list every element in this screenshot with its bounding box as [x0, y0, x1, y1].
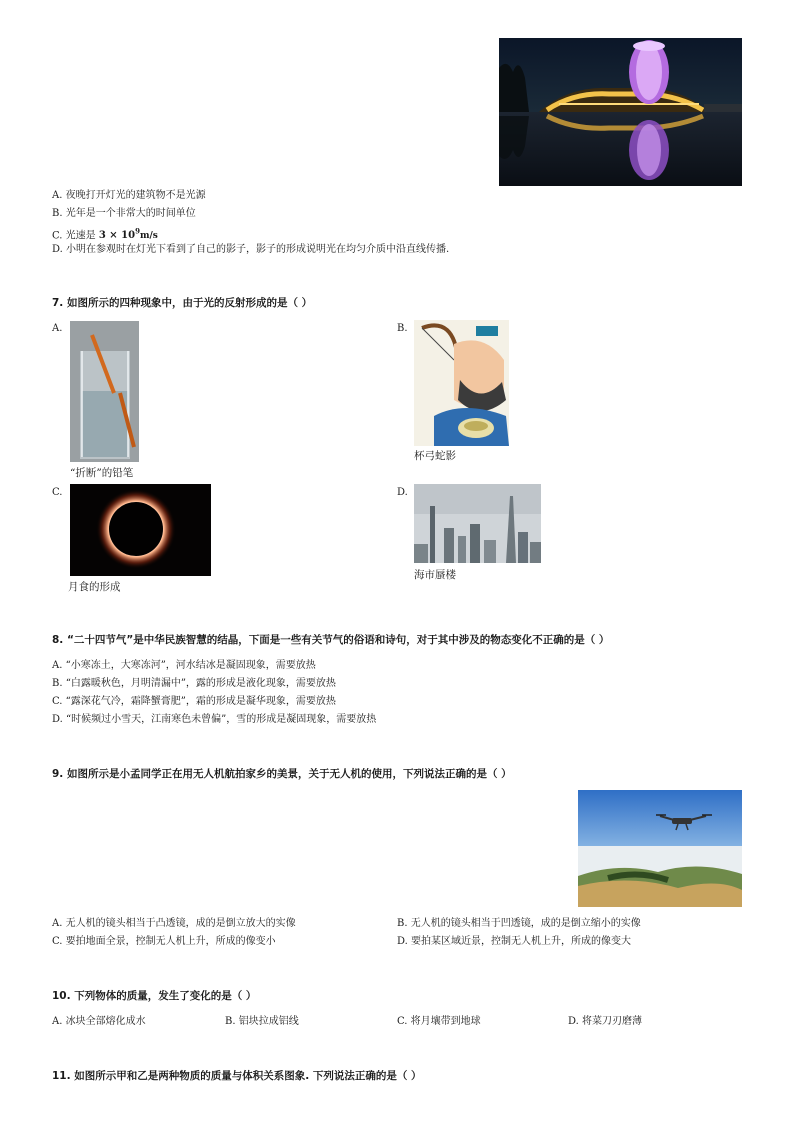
q8-option-b: B. “白露暖秋色，月明清漏中”，露的形成是液化现象，需要放热 [52, 678, 336, 689]
q10-option-a: A. 冰块全部熔化成水 [52, 1016, 146, 1027]
q7-label-d: D. [397, 487, 408, 498]
q7-label-b: B. [397, 323, 408, 334]
mirage-city-photo [414, 484, 541, 563]
q6-option-a: A. 夜晚打开灯光的建筑物不是光源 [52, 190, 206, 201]
q6-option-d: D. 小明在参观时在灯光下看到了自己的影子，影子的形成说明光在均匀介质中沿直线传播. [52, 244, 450, 255]
q7-caption-b: 杯弓蛇影 [414, 450, 456, 462]
q7-label-a: A. [52, 323, 63, 334]
q8-option-a: A. “小寒冻土，大寒冻河”，河水结冰是凝固现象，需要放热 [52, 660, 316, 671]
q10-question: 10. 下列物体的质量，发生了变化的是（ ） [52, 990, 257, 1002]
q7-caption-d: 海市蜃楼 [414, 569, 456, 581]
q7-question: 7. 如图所示的四种现象中，由于光的反射形成的是（ ） [52, 297, 313, 309]
q10-option-b: B. 铝块拉成铝线 [225, 1016, 299, 1027]
q9-option-c: C. 要拍地面全景，控制无人机上升，所成的像变小 [52, 936, 276, 947]
q6-option-b: B. 光年是一个非常大的时间单位 [52, 208, 196, 219]
q7-caption-a: “折断”的铅笔 [70, 467, 134, 479]
q7-label-c: C. [52, 487, 63, 498]
eclipse-photo [70, 484, 211, 576]
q9-option-b: B. 无人机的镜头相当于凹透镜，成的是倒立缩小的实像 [397, 918, 641, 929]
q8-option-d: D. “时候频过小雪天，江南寒色未曾偏”，雪的形成是凝固现象，需要放热 [52, 714, 377, 725]
q6-option-c-label: C. 光速是 [52, 230, 99, 242]
q8-question: 8. “二十四节气”是中华民族智慧的结晶，下面是一些有关节气的俗语和诗句，对于其中涉及的物态变化不正确的是（ ） [52, 634, 610, 646]
q8-option-c: C. “露深花气冷，霜降蟹膏肥”，霜的形成是凝华现象，需要放热 [52, 696, 336, 707]
pencil-in-water-photo [70, 321, 139, 462]
drone-landscape-photo [578, 790, 742, 907]
q7-caption-c: 月食的形成 [68, 581, 121, 593]
cup-bow-snake-illustration [414, 320, 509, 446]
q6-option-c [52, 225, 158, 243]
night-building-photo [499, 38, 742, 186]
q11-question: 11. 如图所示甲和乙是两种物质的质量与体积关系图象. 下列说法正确的是（ ） [52, 1070, 422, 1082]
q9-question: 9. 如图所示是小孟同学正在用无人机航拍家乡的美景，关于无人机的使用，下列说法正确的是（ ） [52, 768, 512, 780]
q9-option-a: A. 无人机的镜头相当于凸透镜，成的是倒立放大的实像 [52, 918, 296, 929]
q10-option-c: C. 将月壤带到地球 [397, 1016, 481, 1027]
speed-formula: $3 \times 10^9m/s$ [98, 227, 158, 242]
q10-option-d: D. 将菜刀刃磨薄 [568, 1016, 643, 1027]
q9-option-d: D. 要拍某区域近景，控制无人机上升，所成的像变大 [397, 936, 632, 947]
